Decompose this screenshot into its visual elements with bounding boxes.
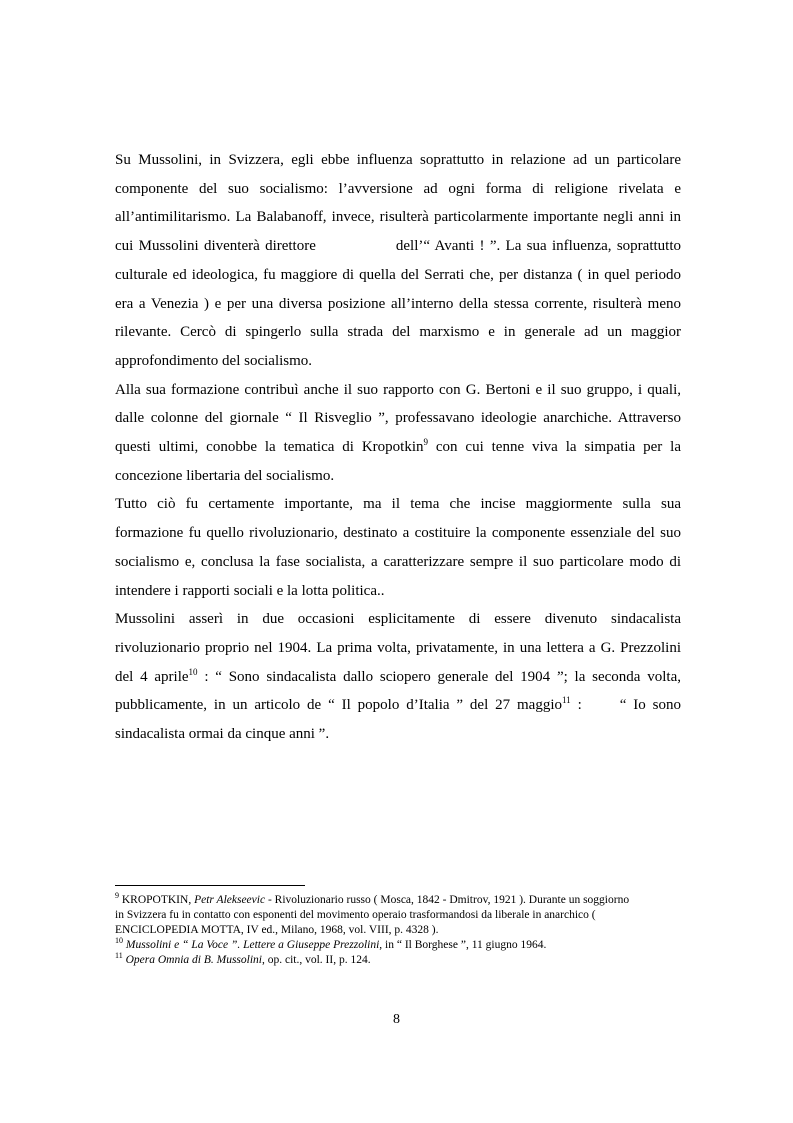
text-run: socialismo e, conclusa la fase socialista, a caratterizzare sempre il suo particolare modo di — [115, 553, 681, 570]
text-run: Tutto ciò fu certamente importante, ma il tema che incise maggiormente sulla sua — [115, 496, 681, 513]
footnote-ref: 11 — [562, 695, 571, 706]
text-line — [115, 203, 681, 232]
footnote-author: KROPOTKIN, — [121, 894, 195, 906]
footnote-number: 11 — [115, 951, 123, 961]
footnotes — [115, 893, 640, 968]
footnote-text: , op. cit., vol. II, p. 124. — [261, 954, 371, 966]
text-run: concezione libertaria del socialismo. — [115, 467, 335, 484]
text-run: dell’“ Avanti ! ”. La sua influenza, soprattutto — [395, 238, 681, 255]
text-run: Alla sua formazione contribuì anche il suo rapporto con G. Bertoni e il suo gruppo, i quali, — [115, 381, 681, 398]
text-run: Mussolini asserì in due occasioni esplicitamente di essere divenuto sindacalista — [115, 611, 681, 628]
footnote-number: 10 — [115, 936, 123, 946]
text-run: con cui tenne viva la simpatia per la — [428, 439, 681, 456]
text-line — [115, 347, 681, 376]
footnote-ref: 9 — [423, 437, 428, 448]
text-line — [115, 146, 681, 175]
footnote-11 — [115, 953, 640, 968]
text-line — [115, 663, 681, 692]
text-run: : — [570, 697, 582, 714]
paragraph-4 — [115, 605, 681, 749]
text-line — [115, 318, 681, 347]
text-line — [115, 548, 681, 577]
footnote-name: Petr Alekseevic — [194, 894, 266, 906]
text-line — [115, 720, 681, 749]
footnote-text: , in “ Il Borghese ”, 11 giugno 1964. — [379, 939, 547, 951]
text-run: pubblicamente, in un articolo de “ Il popolo d’Italia ” del 27 maggio — [115, 697, 563, 714]
text-run: culturale ed ideologica, fu maggiore di quella del Serrati che, per distanza ( in quel periodo — [115, 266, 681, 283]
text-line — [115, 175, 681, 204]
text-line — [115, 634, 681, 663]
footnote-separator — [115, 885, 305, 886]
footnote-text: - Rivoluzionario russo ( Mosca, 1842 - Dmitrov, 1921 ). Durante un soggiorno in Svizzera fu in contatto con esponenti del movimento operaio trasformandosi da liberale in anarchico ( ENCICLOPEDIA MOTTA, IV ed., Milano, 1968, vol. VIII, p. 4328 ). — [115, 894, 630, 936]
page-number: 8 — [393, 1012, 400, 1027]
paragraph-1 — [115, 146, 681, 376]
text-line — [115, 261, 681, 290]
text-run: approfondimento del socialismo. — [115, 352, 313, 369]
text-line — [115, 433, 681, 462]
footnote-number: 9 — [115, 891, 119, 901]
footnote-9 — [115, 893, 640, 938]
text-line — [115, 404, 681, 433]
text-run: “ Io sono — [619, 697, 681, 714]
text-run: rilevante. Cercò di spingerlo sulla strada del marxismo e in generale ad un maggior — [115, 324, 681, 341]
text-line — [115, 605, 681, 634]
text-line — [115, 462, 681, 491]
body-text — [115, 146, 681, 749]
footnote-10 — [115, 938, 640, 953]
text-line — [115, 490, 681, 519]
text-run: era a Venezia ) e per una diversa posizione all’interno della stessa corrente, risulterà meno — [115, 295, 681, 312]
text-run: questi ultimi, conobbe la tematica di Kropotkin — [115, 439, 424, 456]
text-line — [115, 577, 681, 606]
footnote-title: Opera Omnia di B. Mussolini — [125, 954, 262, 966]
paragraph-2 — [115, 376, 681, 491]
text-line — [115, 232, 681, 261]
text-line — [115, 376, 681, 405]
text-run: componente del suo socialismo: l’avversione ad ogni forma di religione rivelata e — [115, 180, 681, 197]
text-run: intendere i rapporti sociali e la lotta politica.. — [115, 582, 385, 599]
text-run: all’antimilitarismo. La Balabanoff, invece, risulterà particolarmente importante negli anni in — [115, 209, 681, 226]
text-line — [115, 290, 681, 319]
paragraph-3 — [115, 490, 681, 605]
text-line — [115, 519, 681, 548]
footnote-ref: 10 — [188, 666, 198, 677]
text-run: : “ Sono sindacalista dallo sciopero generale del 1904 ”; la seconda volta, — [197, 668, 681, 685]
text-run: formazione fu quello rivoluzionario, destinato a costituire la componente essenziale del suo — [115, 525, 681, 542]
text-run: del 4 aprile — [115, 668, 189, 685]
text-line — [115, 691, 681, 720]
text-run: dalle colonne del giornale “ Il Risveglio ”, professavano ideologie anarchiche. Attraverso — [115, 410, 681, 427]
text-run: cui Mussolini diventerà direttore — [115, 238, 316, 255]
text-run: rivoluzionario proprio nel 1904. La prima volta, privatamente, in una lettera a G. Prezzolini — [115, 639, 681, 656]
footnote-title: Mussolini e “ La Voce ”. Lettere a Giuseppe Prezzolini — [125, 939, 380, 951]
text-run: Su Mussolini, in Svizzera, egli ebbe influenza soprattutto in relazione ad un particolare — [115, 152, 681, 168]
text-run: sindacalista ormai da cinque anni ”. — [115, 726, 330, 743]
